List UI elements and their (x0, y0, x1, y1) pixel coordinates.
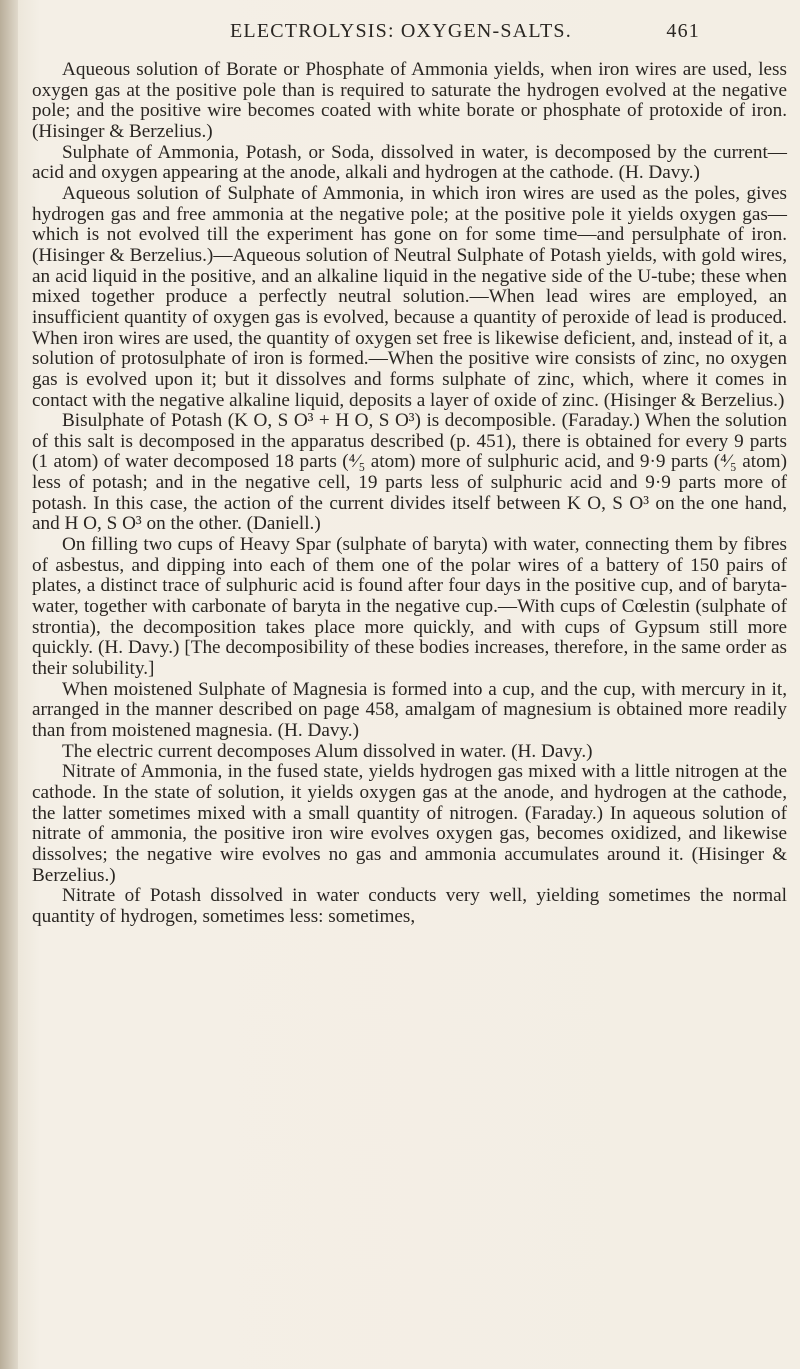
paragraph-alum: The electric current decomposes Alum dissolved in water. (H. Davy.) (62, 740, 593, 762)
running-head: ELECTROLYSIS: OXYGEN-SALTS. (230, 20, 572, 42)
paragraph-sulphate-magnesia: When moistened Sulphate of Magnesia is formed into a cup, and the cup, with mercury in it, arranged in the manner described on page 458, amalgam of magnesium is obtained more readily than from moistened magnesia. (H. Davy.) (32, 678, 787, 741)
page-number: 461 (666, 20, 700, 42)
paragraph-heavy-spar: On filling two cups of Heavy Spar (sulphate of baryta) with water, connecting them by fibres of asbestus, and dipping into each of them one of the polar wires of a battery of 150 pairs of plates, a distinct trace of sulphuric acid is found after four days in the positive cup, and of baryta-water, together with carbonate of baryta in the negative cup.—With cups of Cœlestin (sulphate of strontia), the decomposition takes place more quickly, and with cups of Gypsum still more quickly. (H. Davy.) [The decomposibility of these bodies increases, therefore, in the same order as their solubility.] (32, 534, 787, 680)
paragraph-nitrate-ammonia: Nitrate of Ammonia, in the fused state, yields hydrogen gas mixed with a little nitrogen at the cathode. In the state of solution, it yields oxygen gas at the anode, and hydrogen at the cathode, the latter sometimes mixed with a small quantity of nitrogen. (Faraday.) In aqueous solution of nitrate of ammonia, the positive iron wire evolves oxygen gas, becomes oxidized, and likewise dissolves; the negative wire evolves no gas and ammonia accumulates around it. (Hisinger & Berzelius.) (32, 761, 787, 886)
paragraph-sulphate-alkalis: Sulphate of Ammonia, Potash, or Soda, dissolved in water, is decomposed by the current—acid and oxygen appearing at the anode, alkali and hydrogen at the cathode. (H. Davy.) (32, 141, 787, 184)
page-header (230, 20, 700, 50)
page-spine-shadow (0, 0, 18, 1369)
paragraph-borate-phosphate-ammonia: Aqueous solution of Borate or Phosphate of Ammonia yields, when iron wires are used, less oxygen gas at the positive pole than is required to saturate the hydrogen evolved at the negative pole; and the positive wire becomes coated with white borate or phosphate of protoxide of iron. (Hisinger & Berzelius.) (32, 59, 787, 142)
paragraph-sulphate-ammonia-iron: Aqueous solution of Sulphate of Ammonia, in which iron wires are used as the poles, gives hydrogen gas and free ammonia at the negative pole; at the positive pole it yields oxygen gas—which is not evolved till the experiment has gone on for some time—and persulphate of iron. (Hisinger & Berzelius.)—Aqueous solution of Neutral Sulphate of Potash yields, with gold wires, an acid liquid in the positive, and an alkaline liquid in the negative side of the U-tube; these when mixed together produce a perfectly neutral solution.—When lead wires are employed, an insufficient quantity of oxygen gas is evolved, because a quantity of peroxide of lead is produced. When iron wires are used, the quantity of oxygen set free is likewise deficient, and, instead of it, a solution of protosulphate of iron is formed.—When the positive wire consists of zinc, no oxygen gas is evolved upon it; but it dissolves and forms sulphate of zinc, which, where it comes in contact with the negative alkaline liquid, deposits a layer of oxide of zinc. (Hisinger & Berzelius.) (32, 182, 787, 411)
paragraph-nitrate-potash: Nitrate of Potash dissolved in water conducts very well, yielding sometimes the normal quantity of hydrogen, sometimes less: sometimes, (32, 885, 787, 927)
paragraph-bisulphate-potash: Bisulphate of Potash (K O, S O³ + H O, S O³) is decomposible. (Faraday.) When the solution of this salt is decomposed in the apparatus described (p. 451), there is obtained for every 9 parts (1 atom) of water decomposed 18 parts (⁴⁄₅ atom) more of sulphuric acid, and 9·9 parts (⁴⁄₅ atom) less of potash; and in the negative cell, 19 parts less of sulphuric acid and 9·9 parts more of potash. In this case, the action of the current divides itself between K O, S O³ on the one hand, and H O, S O³ on the other. (Daniell.) (32, 410, 787, 535)
page-body (32, 60, 787, 928)
